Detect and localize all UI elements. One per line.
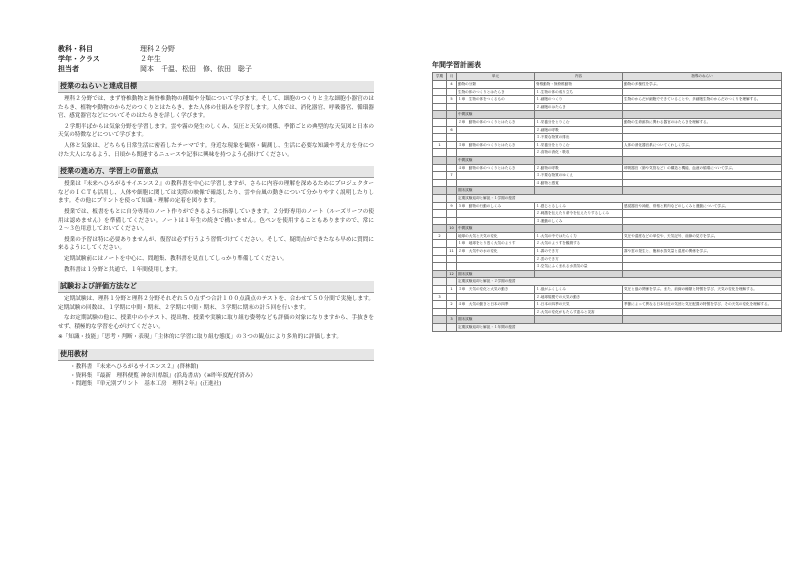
plan-cell-month xyxy=(447,217,457,225)
plan-cell-unit: 中間試験 xyxy=(457,225,535,233)
plan-cell-aim xyxy=(623,270,782,278)
plan-cell-aim xyxy=(623,187,782,195)
plan-cell-unit xyxy=(457,210,535,218)
plan-cell-month: 5 xyxy=(447,96,457,104)
plan-cell-month: 11 xyxy=(447,248,457,256)
plan-cell-content: ３.不要な物質のゆくえ xyxy=(535,172,623,180)
plan-cell-aim xyxy=(623,126,782,134)
plan-cell-aim xyxy=(623,179,782,187)
plan-cell-grade xyxy=(433,270,447,278)
plan-cell-aim xyxy=(623,255,782,263)
plan-cell-aim: 生物のからだが細胞でできていることや、多細胞生物のからだのつくりを理解する。 xyxy=(623,96,782,104)
plan-cell-content: １.感じとるしくみ xyxy=(535,202,623,210)
plan-cell-aim xyxy=(623,240,782,248)
plan-cell-grade xyxy=(433,324,447,332)
plan-cell-grade xyxy=(433,255,447,263)
method-paragraph: 定期試験前にはノートを中心に、問題集、教科書を見直してしっかり準備してください。 xyxy=(64,255,288,262)
plan-header-row xyxy=(433,73,782,81)
plan-cell-unit xyxy=(457,263,535,271)
plan-cell-grade xyxy=(433,308,447,316)
plan-cell-unit: ２章 大気中の水の変化 xyxy=(457,248,535,256)
plan-cell-month: 6 xyxy=(447,126,457,134)
goals-paragraph: 理科２分野では、まず脊椎動物と無脊椎動物の種類や分類について学びます。そして、細胞のつくりと主な細胞小器官のはたらき、植物や動物のからだのつくりとはたらき、また人体の仕組みを学習します。人体では、消化器官、呼吸器官、循環器官、感覚器官などについてそのはたらきを詳しく学びます。 xyxy=(58,96,374,120)
plan-cell-unit xyxy=(457,293,535,301)
evaluation-paragraph: 定期試験は、理科１分野と理科２分野それぞれ５０点ずつ合計１００点満点のテストを、合わせて５０分間で実施します。定期試験の回数は、１学期に中間・期末、２学期に中間・期末、３学期に期末の計５回を行います。 xyxy=(58,296,374,311)
plan-cell-grade xyxy=(433,187,447,195)
plan-cell-grade xyxy=(433,225,447,233)
plan-cell-aim: 呼吸器官（肺や気管など）の構造と機能、血液の循環について学ぶ。 xyxy=(623,164,782,172)
plan-cell-grade xyxy=(433,96,447,104)
plan-cell-aim xyxy=(623,111,782,119)
plan-cell-aim: 霧や雲の発生と、飽和水蒸気量と湿度の関係を学ぶ。 xyxy=(623,248,782,256)
plan-row xyxy=(433,103,782,111)
plan-cell-unit xyxy=(457,255,535,263)
plan-cell-unit: 定期試験返却と解説・１学期の復習 xyxy=(457,194,782,202)
plan-row xyxy=(433,316,782,324)
plan-cell-aim xyxy=(623,134,782,142)
plan-cell-month: 2 xyxy=(447,301,457,309)
method-paragraph: 授業は『未来へひろがるサイエンス２』の教科書を中心に学習しますが、さらに内容の理解を深めるためにプロジェクターなどのＩＣＴも活用し、人体や細胞に関しては実際の映像で確認したり、雲や台風の動きについて分かりやすく説明したりします。その他にプリントを使って知識・理解の定着を図ります。 xyxy=(58,181,374,205)
plan-cell-unit xyxy=(457,172,535,180)
plan-cell-unit xyxy=(457,149,535,157)
plan-cell-content xyxy=(535,316,623,324)
plan-cell-grade xyxy=(433,210,447,218)
plan-cell-content: １.日本の四季の天気 xyxy=(535,301,623,309)
plan-cell-content xyxy=(535,270,623,278)
plan-cell-content xyxy=(535,187,623,195)
plan-cell-content: １.風がふくしくみ xyxy=(535,286,623,294)
plan-cell-content: ３.空気にふくまれる水蒸気の量 xyxy=(535,263,623,271)
plan-cell-aim xyxy=(623,210,782,218)
materials-heading: 使用教材 xyxy=(58,349,374,361)
plan-cell-unit xyxy=(457,179,535,187)
method-heading: 授業の進め方、学習上の留意点 xyxy=(58,166,374,178)
goals-paragraph: ２学期半ばからは気象分野を学習します。雲や霧の発生のしくみ、気圧と天気の関係、季節ごとの典型的な天気図と日本の天気の特徴などについて学びます。 xyxy=(58,123,374,139)
plan-cell-unit: ２章 動物の体のつくりとはたらき xyxy=(457,118,535,126)
plan-cell-content: ２.動物の呼吸 xyxy=(535,164,623,172)
plan-cell-month xyxy=(447,210,457,218)
plan-cell-unit: ４章 大気の動きと日本の四季 xyxy=(457,301,535,309)
plan-cell-content: ２.細胞の呼吸 xyxy=(535,126,623,134)
plan-cell-month xyxy=(447,240,457,248)
evaluation-note: ※「知識・技能」「思考・判断・表現」「主体的に学習に取り組む態度」の３つの観点により多角的に評価します。 xyxy=(58,334,342,341)
plan-cell-aim xyxy=(623,225,782,233)
plan-cell-grade xyxy=(433,179,447,187)
plan-row xyxy=(433,255,782,263)
goals-heading: 授業のねらいと達成目標 xyxy=(58,81,374,93)
plan-cell-month xyxy=(447,232,457,240)
plan-cell-month xyxy=(447,88,457,96)
plan-cell-month xyxy=(447,324,457,332)
plan-cell-unit: 期末試験 xyxy=(457,316,535,324)
plan-cell-unit: 動物の分類 xyxy=(457,81,535,89)
header-grade: 学期 xyxy=(433,73,447,81)
plan-cell-month xyxy=(447,263,457,271)
plan-cell-month xyxy=(447,103,457,111)
info-label: 学年・クラス xyxy=(58,55,100,63)
plan-cell-month xyxy=(447,149,457,157)
right-column xyxy=(432,60,782,332)
plan-cell-month xyxy=(447,308,457,316)
plan-row xyxy=(433,232,782,240)
plan-cell-unit: 期末試験 xyxy=(457,270,535,278)
plan-row xyxy=(433,225,782,233)
plan-cell-month: 3 xyxy=(447,316,457,324)
plan-title: 年間学習計画表 xyxy=(432,61,481,69)
plan-cell-content: ３.不要な物質の排出 xyxy=(535,134,623,142)
plan-cell-aim xyxy=(623,156,782,164)
plan-row xyxy=(433,179,782,187)
plan-cell-unit: 定期試験返却と解説・１年間の復習 xyxy=(457,324,782,332)
left-column xyxy=(58,44,374,389)
plan-cell-content: １.細胞のつくり xyxy=(535,96,623,104)
plan-cell-grade xyxy=(433,134,447,142)
header-month: 月 xyxy=(447,73,457,81)
plan-cell-content: １.生物の体の成り立ち xyxy=(535,88,623,96)
plan-cell-content xyxy=(535,156,623,164)
plan-cell-grade xyxy=(433,278,447,286)
method-paragraph: 教科書は１分野と共通で、１年間使用します。 xyxy=(64,266,181,273)
plan-cell-aim xyxy=(623,293,782,301)
plan-cell-aim xyxy=(623,263,782,271)
plan-cell-content: ３.運動のしくみ xyxy=(535,217,623,225)
materials-item: ・教科書 『未来へひろがるサイエンス２』(啓林館) xyxy=(70,364,199,371)
plan-cell-content: ２.大気の変化がもたらす恵みと災害 xyxy=(535,308,623,316)
plan-cell-month: 9 xyxy=(447,202,457,210)
plan-cell-unit xyxy=(457,134,535,142)
plan-cell-unit: １章 生物の体をつくるもの xyxy=(457,96,535,104)
plan-cell-grade xyxy=(433,194,447,202)
plan-cell-grade xyxy=(433,149,447,157)
plan-cell-aim: 動物の多様性を学ぶ。 xyxy=(623,81,782,89)
plan-row xyxy=(433,164,782,172)
info-value: 岡本 千温、松田 修、依田 聡子 xyxy=(140,65,252,73)
plan-cell-grade xyxy=(433,126,447,134)
plan-cell-unit xyxy=(457,126,535,134)
plan-cell-unit: ３章 天気の変化と大気の動き xyxy=(457,286,535,294)
plan-cell-content: ２.大気のようすを観測する xyxy=(535,240,623,248)
plan-row xyxy=(433,126,782,134)
plan-cell-grade xyxy=(433,248,447,256)
plan-cell-month xyxy=(447,194,457,202)
plan-cell-aim xyxy=(623,217,782,225)
plan-cell-grade xyxy=(433,286,447,294)
plan-cell-month xyxy=(447,134,457,142)
plan-cell-grade: 3 xyxy=(433,293,447,301)
plan-cell-grade xyxy=(433,217,447,225)
plan-cell-unit: １章 地球をとり巻く大気のようす xyxy=(457,240,535,248)
plan-row xyxy=(433,263,782,271)
plan-cell-unit: 期末試験 xyxy=(457,187,535,195)
plan-cell-month xyxy=(447,187,457,195)
plan-cell-aim: 気圧や湿度などの単位や、天気記号、前線の見方を学ぶ。 xyxy=(623,232,782,240)
plan-row xyxy=(433,202,782,210)
plan-row xyxy=(433,278,782,286)
plan-cell-grade xyxy=(433,172,447,180)
plan-cell-month: 10 xyxy=(447,225,457,233)
plan-cell-month: 7 xyxy=(447,172,457,180)
plan-cell-unit: 定期試験返却と解説・２学期の復習 xyxy=(457,278,782,286)
plan-cell-unit: 中間試験 xyxy=(457,156,535,164)
info-row-subject xyxy=(58,44,374,54)
plan-cell-grade xyxy=(433,164,447,172)
plan-cell-aim xyxy=(623,88,782,96)
header-unit: 単元 xyxy=(457,73,535,81)
materials-list xyxy=(70,363,374,389)
plan-cell-aim: 感覚器官や神経、骨格と筋肉などのしくみと運動について学ぶ。 xyxy=(623,202,782,210)
plan-row xyxy=(433,210,782,218)
plan-cell-unit: 中間試験 xyxy=(457,111,535,119)
plan-cell-month xyxy=(447,111,457,119)
plan-cell-grade xyxy=(433,103,447,111)
info-label: 担当者 xyxy=(58,65,79,73)
plan-cell-unit: ４章 動物の体のつくりとはたらき xyxy=(457,164,535,172)
method-paragraph: 授業では、板書をもとに自分専用のノート作りができるように指導していきます。２分野専用のノート（ルーズリーフの使用は認めません）を準備してください。ノートは１年生の続きで構いません。色ペンを使用することもありますので、常に２〜３色用意しておいてください。 xyxy=(58,208,374,233)
plan-cell-grade: 1 xyxy=(433,141,447,149)
plan-cell-aim xyxy=(623,103,782,111)
plan-row xyxy=(433,141,782,149)
plan-row xyxy=(433,286,782,294)
plan-cell-grade xyxy=(433,263,447,271)
plan-cell-aim xyxy=(623,172,782,180)
info-value: 理科２分野 xyxy=(140,45,175,53)
plan-cell-content: １.霧のでき方 xyxy=(535,248,623,256)
info-row-grade xyxy=(58,54,374,64)
plan-cell-content: ２.細胞のはたらき xyxy=(535,103,623,111)
plan-cell-content: １.大気の中ではたらく力 xyxy=(535,232,623,240)
plan-row xyxy=(433,270,782,278)
plan-cell-content: １.栄養分をとりこむ xyxy=(535,118,623,126)
plan-cell-content: ２.刺激を伝えたり命令を伝えたりするしくみ xyxy=(535,210,623,218)
plan-body xyxy=(433,81,782,332)
plan-cell-aim xyxy=(623,308,782,316)
plan-row xyxy=(433,194,782,202)
plan-cell-content xyxy=(535,111,623,119)
plan-cell-month: 12 xyxy=(447,270,457,278)
plan-cell-content: １.栄養分をとりこむ xyxy=(535,141,623,149)
header-aim: 指導のねらい xyxy=(623,73,782,81)
plan-cell-aim xyxy=(623,149,782,157)
header-content: 内容 xyxy=(535,73,623,81)
plan-cell-grade xyxy=(433,316,447,324)
annual-plan-table xyxy=(432,72,782,332)
plan-row xyxy=(433,248,782,256)
plan-cell-month xyxy=(447,293,457,301)
plan-cell-unit: ５章 動物の行動のしくみ xyxy=(457,202,535,210)
plan-cell-aim xyxy=(623,316,782,324)
plan-cell-unit xyxy=(457,308,535,316)
info-block xyxy=(58,44,374,74)
plan-cell-grade xyxy=(433,118,447,126)
evaluation-paragraph: なお定期試験の他に、授業中の小テスト、提出物、授業や実験に取り組む姿勢なども評価の対象になりますから、手抜きをせず、積極的な学習を心がけてください。 xyxy=(58,315,374,330)
plan-cell-grade xyxy=(433,81,447,89)
plan-cell-grade: 2 xyxy=(433,232,447,240)
plan-row xyxy=(433,149,782,157)
plan-cell-aim: 気圧と風の関係を学ぶ。また、前線の種類と特徴を学び、天気の変化を理解する。 xyxy=(623,286,782,294)
plan-cell-unit xyxy=(457,217,535,225)
plan-cell-grade xyxy=(433,301,447,309)
info-label: 教科・科目 xyxy=(58,45,93,53)
plan-row xyxy=(433,156,782,164)
evaluation-heading: 試験および評価方法など xyxy=(58,281,374,293)
plan-cell-aim: 動物の生命維持に関わる器官のはたらきを理解する。 xyxy=(623,118,782,126)
materials-item: ・問題集 『単元別プリント 基本工房 理科２年』(正進社) xyxy=(70,381,222,388)
materials-item: ・資料集 『最新 理科便覧 神奈川県版』(浜島書店)（※昨年度配付済み） xyxy=(70,372,257,379)
plan-cell-content: ４.動物と感覚 xyxy=(535,179,623,187)
plan-row xyxy=(433,187,782,195)
plan-row xyxy=(433,172,782,180)
plan-row xyxy=(433,81,782,89)
plan-row xyxy=(433,293,782,301)
plan-cell-month: 4 xyxy=(447,81,457,89)
plan-row xyxy=(433,324,782,332)
plan-cell-unit xyxy=(457,103,535,111)
plan-row xyxy=(433,308,782,316)
plan-row xyxy=(433,111,782,119)
plan-cell-content xyxy=(535,225,623,233)
method-paragraph: 授業の予習は特に必要ありませんが、復習は必ず行うよう習慣づけてください。そして、疑問点ができたなら早めに質問に来るようにしてください。 xyxy=(58,236,374,252)
plan-cell-month: 1 xyxy=(447,286,457,294)
plan-cell-content: 脊椎動物・無脊椎動物 xyxy=(535,81,623,89)
plan-cell-content: ２.地球規模での大気の動き xyxy=(535,293,623,301)
info-row-teacher xyxy=(58,64,374,74)
goals-paragraph: 人体と気象は、どちらも日常生活に密着したテーマです。身近な現象を観察・観測し、生活に必要な知識や考え方を身につけた大人になるよう、日頃から関連するニュースや記事に興味を持つよう心掛けてください。 xyxy=(58,142,374,158)
plan-cell-grade xyxy=(433,240,447,248)
plan-row xyxy=(433,217,782,225)
plan-row xyxy=(433,240,782,248)
plan-cell-unit: 生物の体のつくりとはたらき xyxy=(457,88,535,96)
plan-row xyxy=(433,96,782,104)
plan-cell-month xyxy=(447,179,457,187)
plan-cell-unit: 地球の大気と天気の変化 xyxy=(457,232,535,240)
plan-cell-content: ２.食物の消化・吸収 xyxy=(535,149,623,157)
plan-cell-month xyxy=(447,118,457,126)
plan-cell-month xyxy=(447,141,457,149)
plan-row xyxy=(433,134,782,142)
plan-cell-month xyxy=(447,255,457,263)
plan-cell-aim: 人体の消化器官系についてくわしく学ぶ。 xyxy=(623,141,782,149)
plan-cell-grade xyxy=(433,111,447,119)
plan-row xyxy=(433,88,782,96)
plan-cell-month xyxy=(447,278,457,286)
plan-cell-content: ２.雲のでき方 xyxy=(535,255,623,263)
plan-cell-grade xyxy=(433,202,447,210)
plan-cell-month xyxy=(447,156,457,164)
plan-row xyxy=(433,118,782,126)
info-value: ２年生 xyxy=(140,55,161,63)
plan-row xyxy=(433,301,782,309)
plan-cell-grade xyxy=(433,88,447,96)
plan-cell-month xyxy=(447,164,457,172)
plan-cell-aim: 季節によって異なる日本付近の気団と気圧配置の特徴を学び、その天気の変化を理解する。 xyxy=(623,301,782,309)
plan-cell-grade xyxy=(433,156,447,164)
plan-cell-unit: ３章 動物の体のつくりとはたらき xyxy=(457,141,535,149)
